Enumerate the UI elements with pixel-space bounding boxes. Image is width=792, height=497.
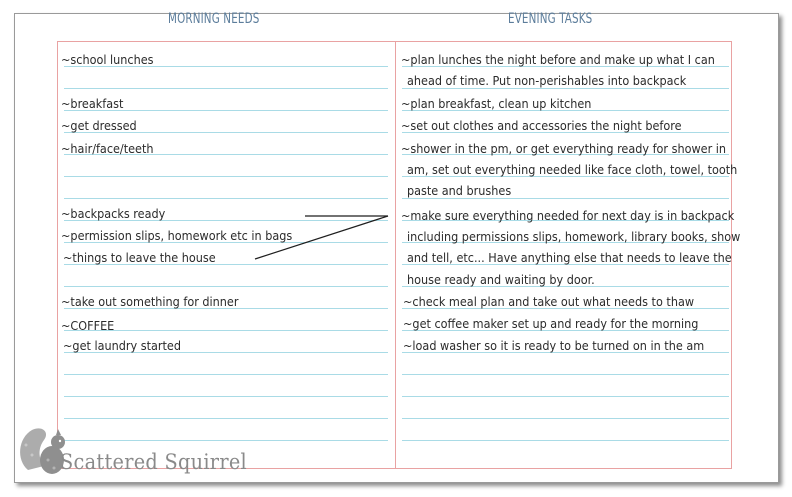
morning-item: ~school lunches (61, 52, 154, 67)
morning-item: ~permission slips, homework etc in bags (61, 228, 293, 243)
morning-needs-header: MORNING NEEDS (168, 11, 260, 27)
connector-line (255, 216, 388, 259)
logo-text: Scattered Squirrel (60, 450, 247, 474)
morning-item: ~get laundry started (63, 338, 181, 353)
evening-item: ~set out clothes and accessories the night before (401, 118, 682, 133)
morning-item: ~breakfast (61, 96, 124, 111)
evening-item: house ready and waiting by door. (407, 272, 595, 287)
evening-item: including permissions slips, homework, library books, show (407, 229, 741, 244)
evening-tasks-header: EVENING TASKS (508, 11, 593, 27)
evening-item: am, set out everything needed like face cloth, towel, tooth (407, 162, 738, 177)
evening-item: ~get coffee maker set up and ready for the morning (403, 316, 699, 331)
evening-item: ~make sure everything needed for next day is in backpack (401, 208, 735, 223)
morning-item: ~COFFEE (61, 318, 115, 333)
evening-item: ~load washer so it is ready to be turned on in the am (403, 338, 705, 353)
evening-item: ~plan breakfast, clean up kitchen (401, 96, 592, 111)
evening-item: ~plan lunches the night before and make up what I can (401, 52, 715, 67)
evening-item: ~shower in the pm, or get everything ready for shower in (401, 141, 727, 156)
evening-item: paste and brushes (407, 183, 512, 198)
evening-item: ahead of time. Put non-perishables into backpack (407, 73, 687, 88)
evening-item: and tell, etc... Have anything else that needs to leave the (407, 250, 732, 265)
morning-item: ~things to leave the house (63, 250, 216, 265)
morning-item: ~backpacks ready (61, 206, 166, 221)
morning-item: ~get dressed (61, 118, 137, 133)
morning-item: ~hair/face/teeth (61, 141, 154, 156)
evening-item: ~check meal plan and take out what needs to thaw (403, 294, 695, 309)
morning-item: ~take out something for dinner (61, 294, 239, 309)
